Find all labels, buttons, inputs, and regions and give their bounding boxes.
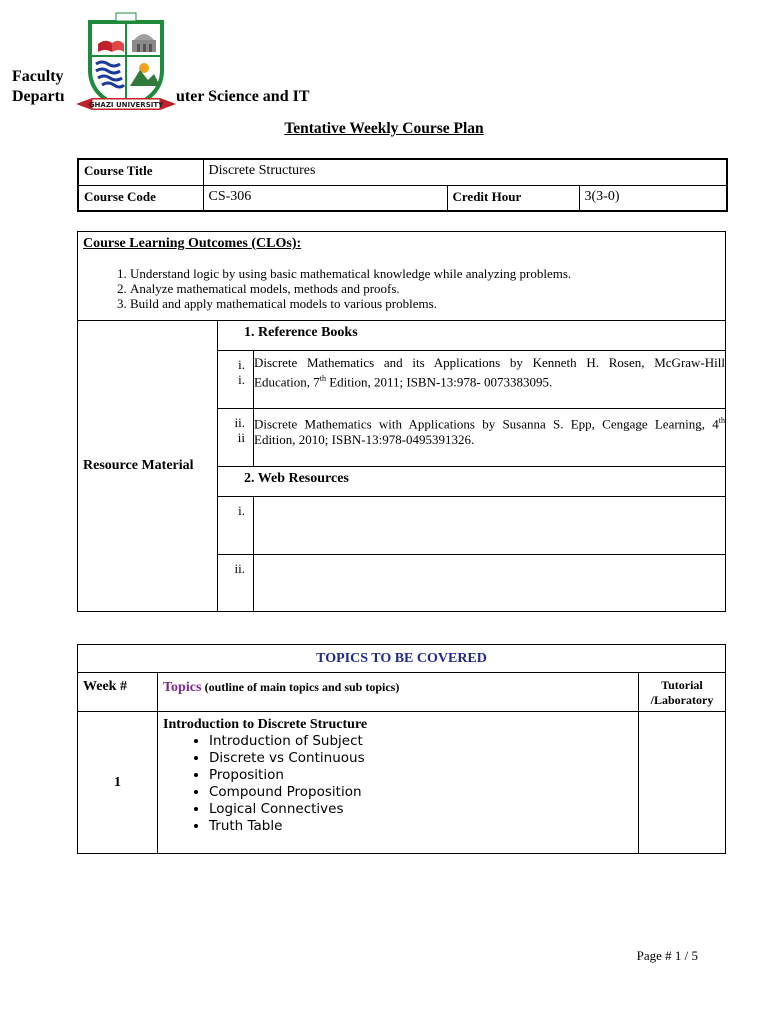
reference-book-2: Discrete Mathematics with Applications by Susanna S. Epp, Cengage Learning, 4th Edition, 2010; ISBN-13:978-0495391326. — [254, 409, 726, 467]
clo-item: 1. Understand logic by using basic mathematical knowledge while analyzing problems. — [130, 266, 720, 281]
topic-cell — [158, 712, 639, 854]
web-resource-2 — [254, 555, 726, 612]
course-title-value: Discrete Structures — [203, 159, 727, 185]
list-item: • Proposition — [209, 767, 633, 784]
course-code-label: Course Code — [78, 185, 203, 211]
topics-column-header: Topics (outline of main topics and sub topics) — [158, 673, 639, 712]
course-info-table — [77, 158, 728, 212]
week-column-header: Week # — [78, 673, 158, 712]
list-item: • Introduction of Subject — [209, 733, 633, 750]
logo-ribbon-text: GHAZI UNIVERSITY — [88, 101, 164, 109]
reference-books-heading: 1. Reference Books — [218, 321, 726, 351]
course-code-value: CS-306 — [203, 185, 447, 211]
topics-heading: TOPICS TO BE COVERED — [78, 645, 726, 673]
clo-resource-table — [77, 231, 726, 612]
topic-title: Introduction to Discrete Structure — [163, 717, 368, 732]
web-resources-heading: 2. Web Resources — [218, 467, 726, 497]
list-item: • Truth Table — [209, 818, 633, 835]
list-item: • Compound Proposition — [209, 784, 633, 801]
web-resource-1 — [254, 497, 726, 555]
clo-item: 2. Analyze mathematical models, methods and proofs. — [130, 281, 720, 296]
page-number: Page # 1 / 5 — [636, 948, 698, 963]
tutorial-cell — [639, 712, 726, 854]
web-resource-number: ii. — [218, 555, 254, 612]
book-number: ii. ii — [218, 409, 254, 467]
clo-section — [78, 232, 726, 321]
university-logo-icon — [72, 8, 180, 116]
clo-item: 3. Build and apply mathematical models to various problems. — [130, 296, 720, 311]
week-number: 1 — [78, 712, 158, 854]
department-label-left: Departı — [12, 88, 65, 105]
topics-table — [77, 644, 726, 854]
credit-hour-value: 3(3-0) — [579, 185, 727, 211]
page-title: Tentative Weekly Course Plan — [284, 120, 484, 137]
tutorial-column-header: Tutorial /Laboratory — [639, 673, 726, 712]
book-number: i. i. — [218, 351, 254, 409]
resource-material-label: Resource Material — [78, 321, 218, 612]
faculty-label: Faculty — [12, 68, 64, 85]
topic-list — [163, 733, 633, 835]
list-item: • Logical Connectives — [209, 801, 633, 818]
clo-heading: Course Learning Outcomes (CLOs): — [83, 236, 302, 251]
table-row — [78, 712, 726, 854]
course-title-label: Course Title — [78, 159, 203, 185]
list-item: • Discrete vs Continuous — [209, 750, 633, 767]
credit-hour-label: Credit Hour — [447, 185, 579, 211]
clo-list — [83, 266, 720, 311]
department-label-right: uter Science and IT — [176, 88, 310, 105]
reference-book-1: Discrete Mathematics and its Applications by Kenneth H. Rosen, McGraw-Hill Education, 7th Edition, 2011; ISBN-13:978- 0073383095. — [254, 351, 726, 409]
web-resource-number: i. — [218, 497, 254, 555]
